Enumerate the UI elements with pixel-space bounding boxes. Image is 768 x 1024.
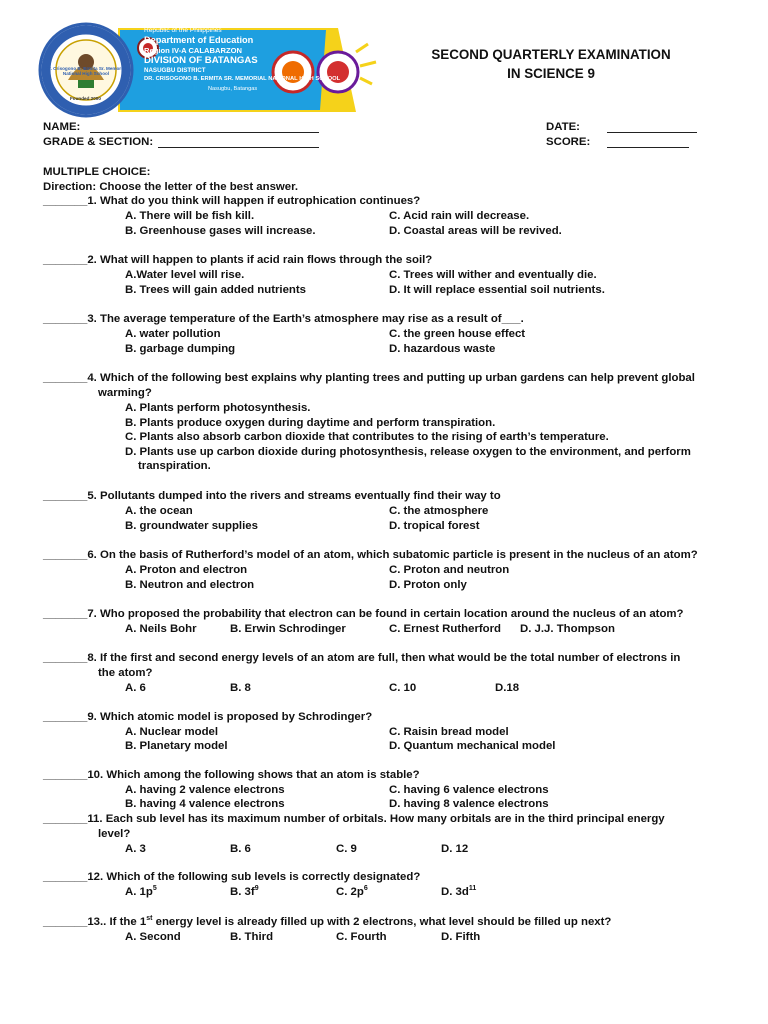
region-label: Region IV-A CALABARZON (144, 46, 243, 55)
q13-option-a: A. Second (125, 931, 181, 943)
seal-founded: Founded 2000 (70, 96, 101, 101)
deped-label: Department of Education (144, 35, 254, 45)
q7-option-c: C. Ernest Rutherford (389, 623, 502, 635)
q3-option-b: B. garbage dumping (125, 343, 236, 355)
q9-option-b: B. Planetary model (125, 740, 228, 752)
q8-option-d: D.18 (495, 682, 520, 694)
question-7: _______7. Who proposed the probability that electron can be found in certain location around the nucleus of an atom? (43, 608, 684, 620)
question-4-line2: warming? (98, 387, 152, 399)
q12-option-a (125, 886, 157, 898)
q5-option-a: A. the ocean (125, 505, 193, 517)
section-heading: MULTIPLE CHOICE: (43, 166, 151, 178)
question-11-line2: level? (98, 828, 131, 840)
q13-option-c: C. Fourth (336, 931, 387, 943)
q10-option-c: C. having 6 valence electrons (389, 784, 549, 796)
q13-option-d: D. Fifth (441, 931, 481, 943)
q1-option-b: B. Greenhouse gases will increase. (125, 225, 316, 237)
question-13 (43, 916, 611, 928)
question-13-post: energy level is already filled up with 2 electrons, what level should be filled up next? (152, 916, 612, 928)
q5-option-b: B. groundwater supplies (125, 520, 258, 532)
q4-option-d-line1: D. Plants use up carbon dioxide during photosynthesis, release oxygen to the environment, and perform (125, 446, 691, 458)
q12-option-c (336, 886, 368, 898)
score-field[interactable] (607, 136, 689, 148)
q5-option-c: C. the atmosphere (389, 505, 489, 517)
seal-school-name: Dr. Crisogono B. Ermita Sr. Memorial National High School (45, 66, 127, 76)
district-seal-icon (318, 52, 358, 92)
q12-option-d-text: D. 3d (441, 886, 469, 898)
q2-option-c: C. Trees will wither and eventually die. (389, 269, 597, 281)
q10-option-a: A. having 2 valence electrons (125, 784, 285, 796)
question-4-line1: _______4. Which of the following best explains why planting trees and putting up urban gardens can help prevent global (43, 372, 695, 384)
q10-option-d: D. having 8 valence electrons (389, 798, 549, 810)
question-9: _______9. Which atomic model is proposed by Schrodinger? (43, 711, 373, 723)
q6-option-d: D. Proton only (389, 579, 467, 591)
q13-option-b: B. Third (230, 931, 274, 943)
q4-option-b: B. Plants produce oxygen during daytime and perform transpiration. (125, 417, 496, 429)
q2-option-b: B. Trees will gain added nutrients (125, 284, 307, 296)
name-label: NAME: (43, 121, 81, 133)
q12-option-b-text: B. 3f (230, 886, 255, 898)
q12-option-d-sup: 11 (468, 885, 477, 893)
q1-option-a: A. There will be fish kill. (125, 210, 255, 222)
q12-option-a-text: A. 1p (125, 886, 153, 898)
exam-title-line2: IN SCIENCE 9 (507, 66, 595, 81)
q12-option-c-sup: 6 (363, 885, 368, 893)
q6-option-b: B. Neutron and electron (125, 579, 255, 591)
grade-section-field[interactable] (158, 136, 319, 148)
q1-option-d: D. Coastal areas will be revived. (389, 225, 562, 237)
location-label: Nasugbu, Batangas (208, 86, 258, 92)
name-field[interactable] (90, 121, 319, 133)
question-1: _______1. What do you think will happen if eutrophication continues? (43, 195, 421, 207)
question-13-pre: _______13.. If the 1 (43, 916, 147, 928)
question-12: _______12. Which of the following sub levels is correctly designated? (43, 871, 421, 883)
q12-option-b-sup: 9 (254, 885, 259, 893)
q7-option-a: A. Neils Bohr (125, 623, 197, 635)
q9-option-d: D. Quantum mechanical model (389, 740, 556, 752)
exam-title-line1: SECOND QUARTERLY EXAMINATION (431, 47, 671, 62)
q1-option-c: C. Acid rain will decrease. (389, 210, 530, 222)
q4-option-d-line2: transpiration. (138, 460, 211, 472)
date-field[interactable] (607, 121, 697, 133)
question-6: _______6. On the basis of Rutherford’s model of an atom, which subatomic particle is present in the nucleus of an atom? (43, 549, 698, 561)
q11-option-c: C. 9 (336, 843, 357, 855)
sparkle-rays (356, 44, 376, 84)
direction-text: Direction: Choose the letter of the best answer. (43, 181, 299, 193)
question-13-sup: st (146, 915, 153, 923)
q12-option-d (441, 886, 476, 898)
division-label: DIVISION OF BATANGAS (144, 55, 258, 66)
q11-option-d: D. 12 (441, 843, 469, 855)
date-label: DATE: (546, 121, 580, 133)
q8-option-a: A. 6 (125, 682, 146, 694)
question-5: _______5. Pollutants dumped into the rivers and streams eventually find their way to (43, 490, 501, 502)
question-11-line1: _______11. Each sub level has its maximum number of orbitals. How many orbitals are in the third principal energy (43, 813, 665, 825)
q3-option-d: D. hazardous waste (389, 343, 496, 355)
q6-option-a: A. Proton and electron (125, 564, 248, 576)
q7-option-d: D. J.J. Thompson (520, 623, 615, 635)
q12-option-b (230, 886, 259, 898)
question-8-line1: _______8. If the first and second energy levels of an atom are full, then what would be the total number of electrons in (43, 652, 681, 664)
question-8-line2: the atom? (98, 667, 153, 679)
q8-option-b: B. 8 (230, 682, 251, 694)
district-label: NASUGBU DISTRICT (144, 67, 206, 74)
q2-option-d: D. It will replace essential soil nutrients. (389, 284, 605, 296)
q9-option-c: C. Raisin bread model (389, 726, 509, 738)
question-2: _______2. What will happen to plants if acid rain flows through the soil? (43, 254, 433, 266)
q7-option-b: B. Erwin Schrodinger (230, 623, 346, 635)
q2-option-a: A.Water level will rise. (125, 269, 245, 281)
q8-option-c: C. 10 (389, 682, 417, 694)
question-10: _______10. Which among the following shows that an atom is stable? (43, 769, 420, 781)
q9-option-a: A. Nuclear model (125, 726, 219, 738)
q5-option-d: D. tropical forest (389, 520, 480, 532)
grade-section-label: GRADE & SECTION: (43, 136, 154, 148)
republic-label: Republic of the Philippines (144, 27, 222, 34)
score-label: SCORE: (546, 136, 591, 148)
q10-option-b: B. having 4 valence electrons (125, 798, 285, 810)
q11-option-b: B. 6 (230, 843, 251, 855)
q4-option-c: C. Plants also absorb carbon dioxide that contributes to the rising of earth’s temperature. (125, 431, 609, 443)
school-name-label: DR. CRISOGONO B. ERMITA SR. MEMORIAL NATIONAL HIGH SCHOOL (144, 76, 341, 82)
question-3: _______3. The average temperature of the Earth’s atmosphere may rise as a result of___. (43, 313, 524, 325)
q6-option-c: C. Proton and neutron (389, 564, 510, 576)
q12-option-a-sup: 5 (152, 885, 157, 893)
school-header-banner (38, 22, 384, 118)
q4-option-a: A. Plants perform photosynthesis. (125, 402, 311, 414)
division-seal-icon (273, 52, 313, 92)
q11-option-a: A. 3 (125, 843, 146, 855)
q3-option-a: A. water pollution (125, 328, 221, 340)
q3-option-c: C. the green house effect (389, 328, 526, 340)
q12-option-c-text: C. 2p (336, 886, 364, 898)
